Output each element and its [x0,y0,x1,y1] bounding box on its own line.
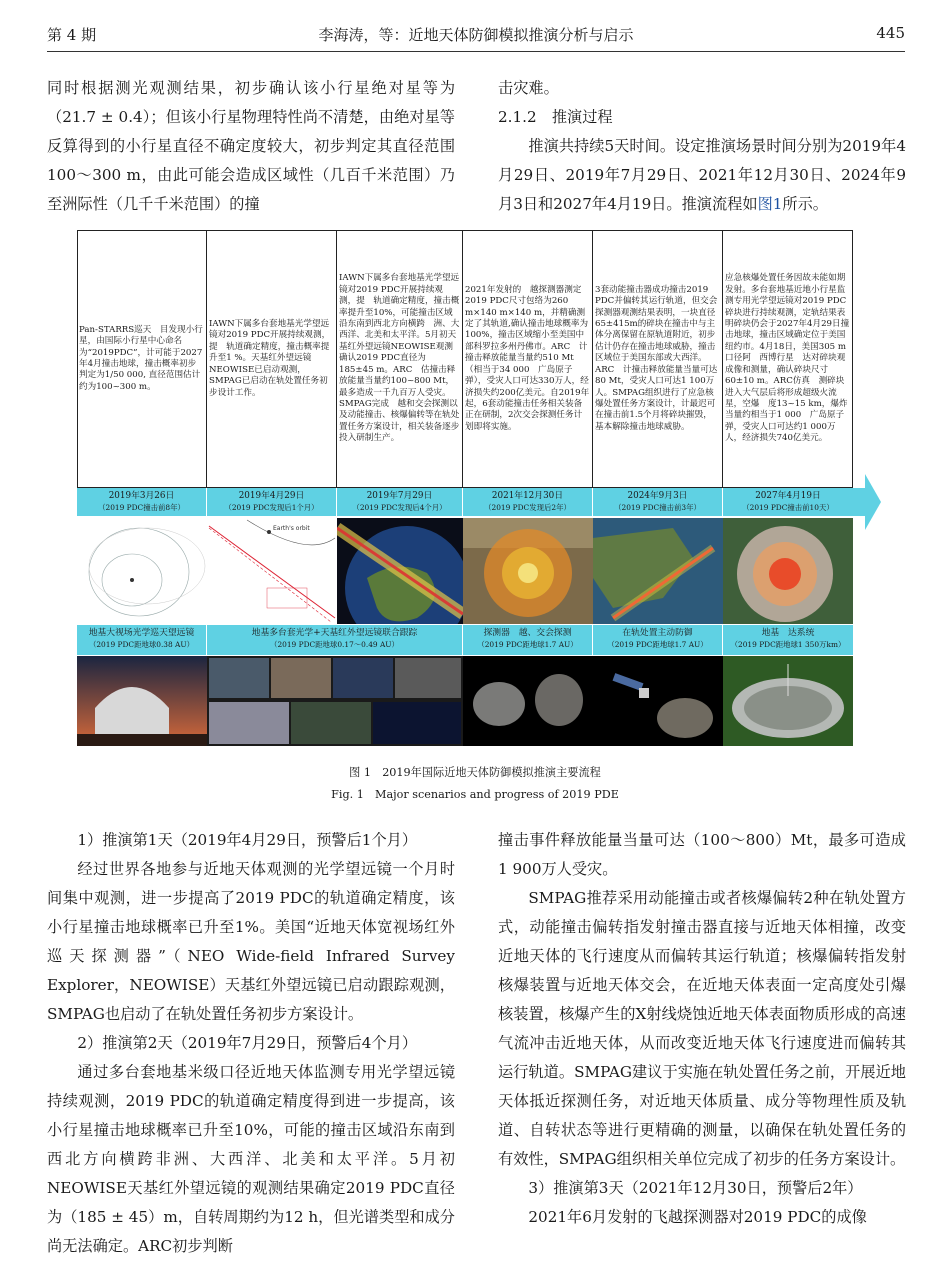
subheading-day1: 1）推演第1天（2019年4月29日，预警后1个月） [77,831,418,849]
figure-reference-link[interactable]: 图1 [757,195,783,213]
paragraph: 2021年6月发射的飞越探测器对2019 PDC的成像 [528,1208,867,1226]
timeline-date: 2019年4月29日 （2019 PDC发现后1个月） [207,488,337,516]
figure-1 [77,230,877,750]
paragraph: 经过世界各地参与近地天体观测的光学望远镜一个月时间集中观测，进一步提高了2019 PDC的轨道确定精度，该小行星撞击地球概率已升至1%。美国“近地天体宽视场红外巡天探测器”（NEO Wide-field Infrared Survey Explorer，NEOWISE）天基红外望远镜已启动跟踪观测，SMPAG也启动了在轨处置任务初步方案设计。 [47,860,455,1023]
orbit-label: Earth's orbit [273,525,310,532]
observatory-dome-image [77,656,207,746]
telescope-collage-image [207,656,463,746]
scenario-cell: IAWN下属多台套地基光学望远镜对2019 PDC开展持续观测，提 轨道确定精度，撞击概率提升至10%，可能撞击区域沿东南到西北方向横跨 洲、大西洋、北美和太平洋。5月初天基红外望远镜NEOWISE观测确认2019 PDC直径为185±45 m。ARC 估撞击释放能量当量约100~800 Mt，最多造成一千九百万人受灾。SMPAG完成 越和交会探测以及动能撞击、核爆偏转等在轨处置任务方案设计，相关装备逐步投入研制生产。 [337,230,463,488]
timeline-arrow [865,474,881,530]
page-number: 445 [876,24,905,42]
timeline-date: 2021年12月30日 （2019 PDC发现后2年） [463,488,593,516]
impact-corridor-map-image [593,518,723,624]
radar-dish-image [723,656,853,746]
subheading-day2: 2）推演第2天（2019年7月29日，预警后4个月） [77,1034,418,1052]
scenario-cell: 应急核爆处置任务因故未能如期发射。多台套地基近地小行星监测专用光学望远镜对2019 PDC碎块进行持续观测，定轨结果表明碎块仍会于2027年4月29日撞击地球，撞击区域确定位于美国纽约市。4月18日，美国305 m口径阿 西博行星 达对碎块观成像和测量，确认碎块尺寸60±10 m。ARC仿真 测碎块进入大气层后将形成超级火流星，空爆 度13~15 km，爆炸当量约相当于1 000 广岛原子弹，受灾人口可达约1 000万人，经济损失740亿美元。 [725,273,850,444]
subheading-day3: 3）推演第3天（2021年12月30日，预警后2年） [528,1179,863,1197]
timeline-date: 2027年4月19日 （2019 PDC撞击前10天） [742,491,834,512]
phase-label: 在轨处置主动防御 （2019 PDC距地球1.7 AU） [593,625,723,655]
section-heading: 2.1.2 推演过程 [498,108,613,126]
scenario-cell: IAWN下属多台套地基光学望远镜对2019 PDC开展持续观测，提 轨道确定精度，撞击概率提升至1 %。天基红外望远镜NEOWISE已启动观测，SMPAG已启动在轨处置任务初步设计工作。 [207,230,337,488]
scenario-cell: Pan-STARRS巡天 目发现小行星，由国际小行星中心命名为“2019PDC”，计可能于2027年4月撞击地球，撞击概率初步判定为1/50 000, 直径范围估计约为100~300 m。 [77,230,207,488]
paragraph: 同时根据测光观测结果，初步确认该小行星绝对星等为（21.7 ± 0.4）；但该小行星物理特性尚不清楚，由绝对星等反算得到的小行星直径不确定度较大，初步判定其直径范围100～300 m，由此可能会造成区域性（几百千米范围）乃至洲际性（几千千米范围）的撞 [47,79,455,213]
phase-label: 地基 达系统 （2019 PDC距地球1 350万km） [730,628,846,649]
paragraph [498,132,906,219]
risk-corridor-globe-image [337,518,463,624]
running-header [47,24,905,50]
blast-radius-map-image [723,518,853,624]
paragraph-text-end: 所示。 [782,195,828,213]
trajectory-diagram-image [207,518,337,624]
paragraph: SMPAG推荐采用动能撞击或者核爆偏转2种在轨处置方式，动能撞击偏转指发射撞击器直接与近地天体相撞，改变近地天体的飞行速度从而偏转其运行轨道；核爆偏转指发射核爆装置与近地天体交会，在近地天体表面一定高度处引爆核装置，核爆产生的X射线烧蚀近地天体表面物质形成的高速气流冲击近地天体，从而改变近地天体飞行速度进而偏转其运行轨道。SMPAG建议于实施在轨处置任务之前，开展近地天体抵近探测任务，对近地天体质量、成分等物理性质及轨道、自转状态等进行更精确的测量，以确保在轨处置任务的有效性，SMPAG组织相关单位完成了初步的任务方案设计。 [498,889,906,1168]
paragraph: 通过多台套地基米级口径近地天体监测专用光学望远镜持续观测，2019 PDC的轨道确定精度得到进一步提高，该小行星撞击地球概率已升至10%，可能的撞击区域沿东南到西北方向横跨非洲、大西洋、北美和太平洋。5月初NEOWISE天基红外望远镜的观测结果确定2019 PDC直径为（185 ± 45）m，自转周期约为12 h，但光谱类型和成分尚无法确定。ARC初步判断 [47,1063,455,1255]
right-column-top [498,74,906,219]
left-column-bottom [47,826,455,1261]
paragraph-continuation: 击灾难。 [498,79,559,97]
impact-region-map-image [463,518,593,624]
article-running-title: 李海涛，等：近地天体防御模拟推演分析与启示 [318,26,634,44]
header-rule [47,51,905,52]
phase-label: 探测器 越、交会探测 （2019 PDC距地球1.7 AU） [463,625,593,655]
timeline-date: 2019年3月26日 （2019 PDC撞击前8年） [77,488,207,516]
left-column-top [47,74,455,219]
figure-caption-en: Fig. 1 Major scenarios and progress of 2019 PDE [331,788,619,801]
timeline-date: 2019年7月29日 （2019 PDC发现后4个月） [337,488,463,516]
asteroid-image [463,656,593,746]
scenario-cell: 3套动能撞击器成功撞击2019 PDC并偏转其运行轨道，但交会探测器观测结果表明，一块直径65±415m的碎块在撞击中与主体分离保留在原轨道附近，初步估计仍存在撞击地球威胁，撞击区域位于美国东部或大西洋。ARC 计撞击释放能量当量可达80 Mt，受灾人口可达1 100万人。SMPAG组织进行了应急核爆处置任务方案设计，计最迟可在撞击前1.5个月将碎块摧毁，基本解除撞击地球威胁。 [593,230,723,488]
issue-number: 第 4 期 [47,26,97,44]
phase-label: 地基多台套光学+天基红外望远镜联合跟踪 （2019 PDC距地球0.17～0.49 AU） [207,625,463,655]
spacecraft-image [593,656,723,746]
right-column-bottom [498,826,906,1232]
figure-caption-cn: 图 1 2019年国际近地天体防御模拟推演主要流程 [349,766,601,779]
paragraph-text: 推演共持续5天时间。设定推演场景时间分别为2019年4月29日、2019年7月29日、2021年12月30日、2024年9月3日和2027年4月19日。推演流程如 [498,137,906,213]
timeline-date: 2024年9月3日 （2019 PDC撞击前3年） [593,488,723,516]
scenario-cell: 2021年发射的 越探测器测定2019 PDC尺寸包络为260 m×140 m×140 m，并精确测定了其轨道,确认撞击地球概率为100%，撞击区域缩小至美国中部科罗拉多州丹佛市。ARC 计撞击释放能量当量约510 Mt（相当于34 000 广岛原子弹），受灾人口可达330万人，经济损失约200亿美元。自2019年起，6套动能撞击任务相关装备正在研制，2次交会探测任务计划即将实施。 [463,230,593,488]
phase-label: 地基大视场光学巡天望远镜 （2019 PDC距地球0.38 AU） [77,625,207,655]
orbit-diagram-image [77,518,207,624]
paragraph-continuation: 撞击事件释放能量当量可达（100～800）Mt，最多可造成1 900万人受灾。 [498,831,906,878]
